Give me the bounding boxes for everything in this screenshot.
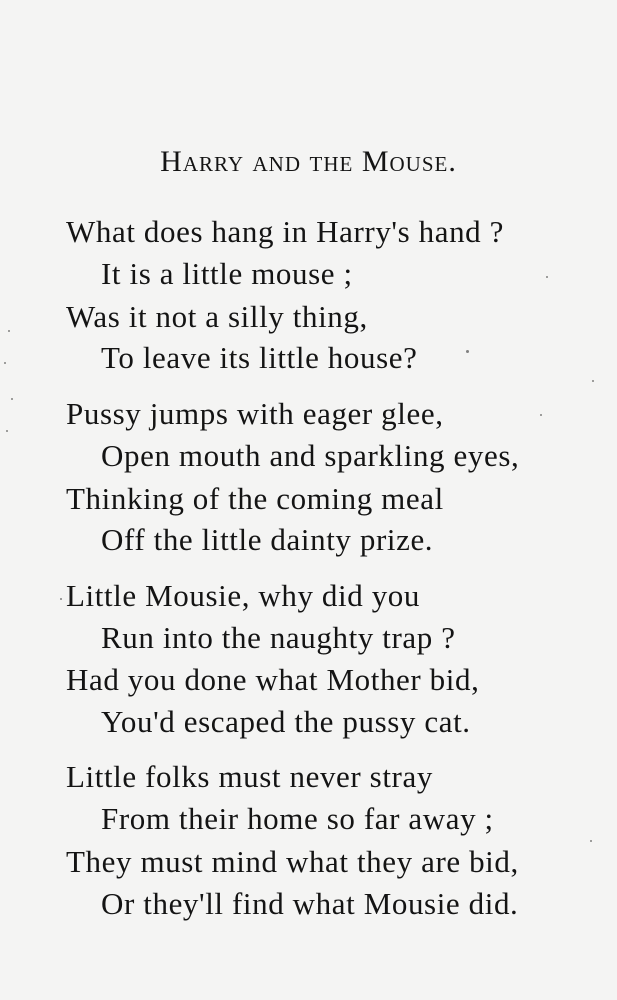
poem-line: Thinking of the coming meal <box>66 481 444 516</box>
poem-line: Little Mousie, why did you <box>66 578 420 613</box>
poem-line: Had you done what Mother bid, <box>66 662 480 697</box>
print-speck <box>4 362 6 364</box>
poem-line: You'd escaped the pussy cat. <box>101 704 471 739</box>
poem-line: Was it not a silly thing, <box>66 299 368 334</box>
poem-line: It is a little mouse ; <box>101 256 353 291</box>
print-speck <box>592 380 594 382</box>
print-speck <box>60 598 62 600</box>
print-speck <box>6 430 8 432</box>
print-speck <box>540 414 542 416</box>
poem-line: Open mouth and sparkling eyes, <box>101 438 520 473</box>
print-speck <box>546 276 548 278</box>
poem-line: Pussy jumps with eager glee, <box>66 396 444 431</box>
poem-line: From their home so far away ; <box>101 801 494 836</box>
poem-line: What does hang in Harry's hand ? <box>66 214 504 249</box>
poem-title: Harry and the Mouse. <box>160 145 457 178</box>
print-speck <box>8 330 10 332</box>
poem-line: Run into the naughty trap ? <box>101 620 456 655</box>
poem-line: Off the little dainty prize. <box>101 522 434 557</box>
print-speck <box>590 840 592 842</box>
poem-line: Little folks must never stray <box>66 759 433 794</box>
poem-line: They must mind what they are bid, <box>66 844 519 879</box>
poem-line: Or they'll find what Mousie did. <box>101 886 519 921</box>
poem-line: To leave its little house? <box>101 340 418 375</box>
print-speck <box>466 350 469 353</box>
print-speck <box>11 398 13 400</box>
